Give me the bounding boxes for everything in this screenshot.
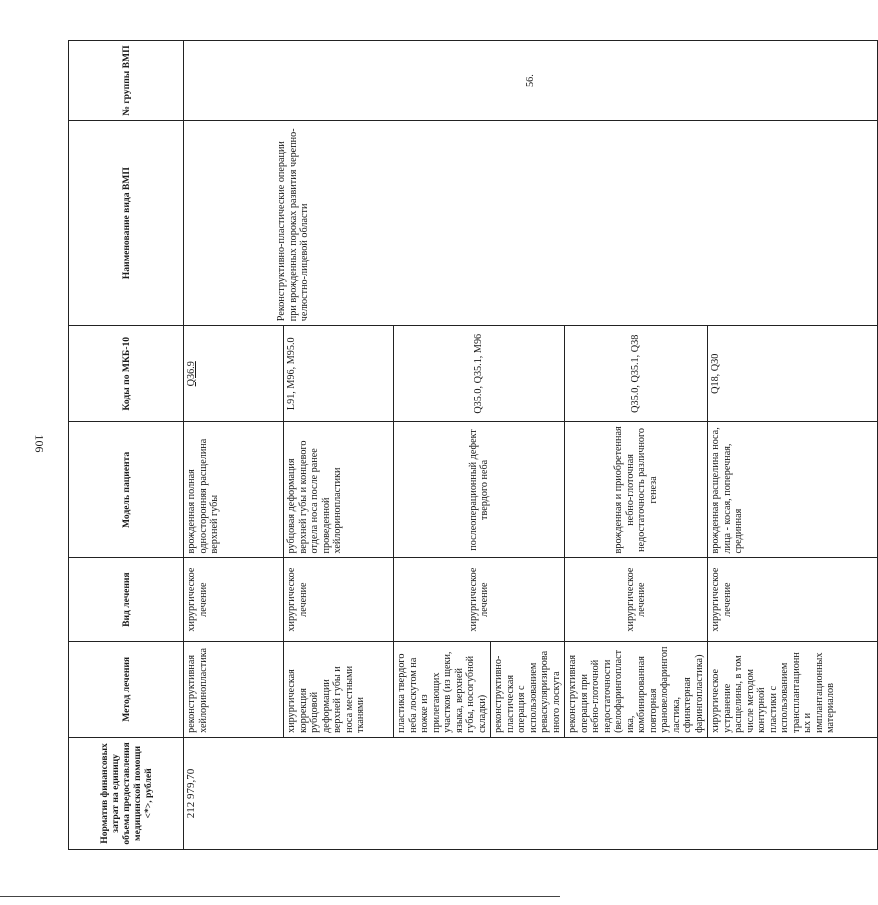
vmp-name-cell <box>184 121 878 326</box>
method-cell: хирургическая коррекция рубцовой деформации верхней губы и носа местными тканями <box>284 641 394 737</box>
header-norm: Норматив финансовых затрат на единицу объема предоставления медицинской помощи <*>, рублей <box>69 737 184 849</box>
kind-cell: хирургическое лечение <box>184 558 284 641</box>
model-cell: послеоперационный дефект твердого неба <box>394 422 565 558</box>
codes-cell: Q35.0, Q35.1, Q38 <box>565 326 708 422</box>
codes-cell: L91, M96, M95.0 <box>284 326 394 422</box>
model-cell: врожденная полная односторонняя расщелина верхней губы <box>184 422 284 558</box>
header-model: Модель пациента <box>69 422 184 558</box>
method-cell: реконструктивно-пластическая операция с использованием реваскуляризированного лоскута <box>491 641 565 737</box>
codes-cell: Q18, Q30 <box>708 326 878 422</box>
header-kind: Вид лечения <box>69 558 184 641</box>
norm-value: 212 979,70 <box>184 737 878 849</box>
vmp-name: Реконструктивно-пластические операции при врожденных пороках развития черепно-челюстно-лицевой области <box>276 128 310 322</box>
method-cell: хирургическое устранение расщелины, в том числе методом контурной пластики с использованием трансплантационных и имплантационных материалов <box>708 641 878 737</box>
method-cell: пластика твердого неба лоскутом на ножке из прилегающих участков (из щеки, языка, верхней губы, носогубной складки) <box>394 641 491 737</box>
header-codes: Коды по МКБ-10 <box>69 326 184 422</box>
kind-cell: хирургическое лечение <box>284 558 394 641</box>
codes-cell: Q35.0, Q35.1, M96 <box>394 326 565 422</box>
codes-cell: Q36.9 <box>184 326 284 422</box>
header-name: Наименование вида ВМП <box>69 121 184 326</box>
model-cell: врожденная расщелина носа, лица - косая, поперечная, срединная <box>708 422 878 558</box>
kind-cell: хирургическое лечение <box>565 558 708 641</box>
scan-edge-line <box>0 896 560 897</box>
header-group: № группы ВМП <box>69 41 184 121</box>
model-cell: рубцовая деформация верхней губы и концевого отдела носа после ранее проведенной хейлоринопластики <box>284 422 394 558</box>
kind-cell: хирургическое лечение <box>394 558 565 641</box>
vmp-table <box>68 40 878 850</box>
group-number: 56. <box>184 41 878 121</box>
page-number: 106 <box>32 434 47 453</box>
header-row <box>69 41 184 850</box>
kind-cell: хирургическое лечение <box>708 558 878 641</box>
rotated-table-wrapper <box>68 40 836 850</box>
model-cell: врожденная и приобретенная небно-глоточная недостаточность различного генеза <box>565 422 708 558</box>
method-cell: реконструктивная операция при небно-глоточной недостаточности (велофарингопластика, комбинированная повторная урановелофарингопластика, сфинктерная фарингопластика) <box>565 641 708 737</box>
method-cell: реконструктивная хейлоринопластика <box>184 641 284 737</box>
table-row <box>184 41 284 850</box>
header-method: Метод лечения <box>69 641 184 737</box>
